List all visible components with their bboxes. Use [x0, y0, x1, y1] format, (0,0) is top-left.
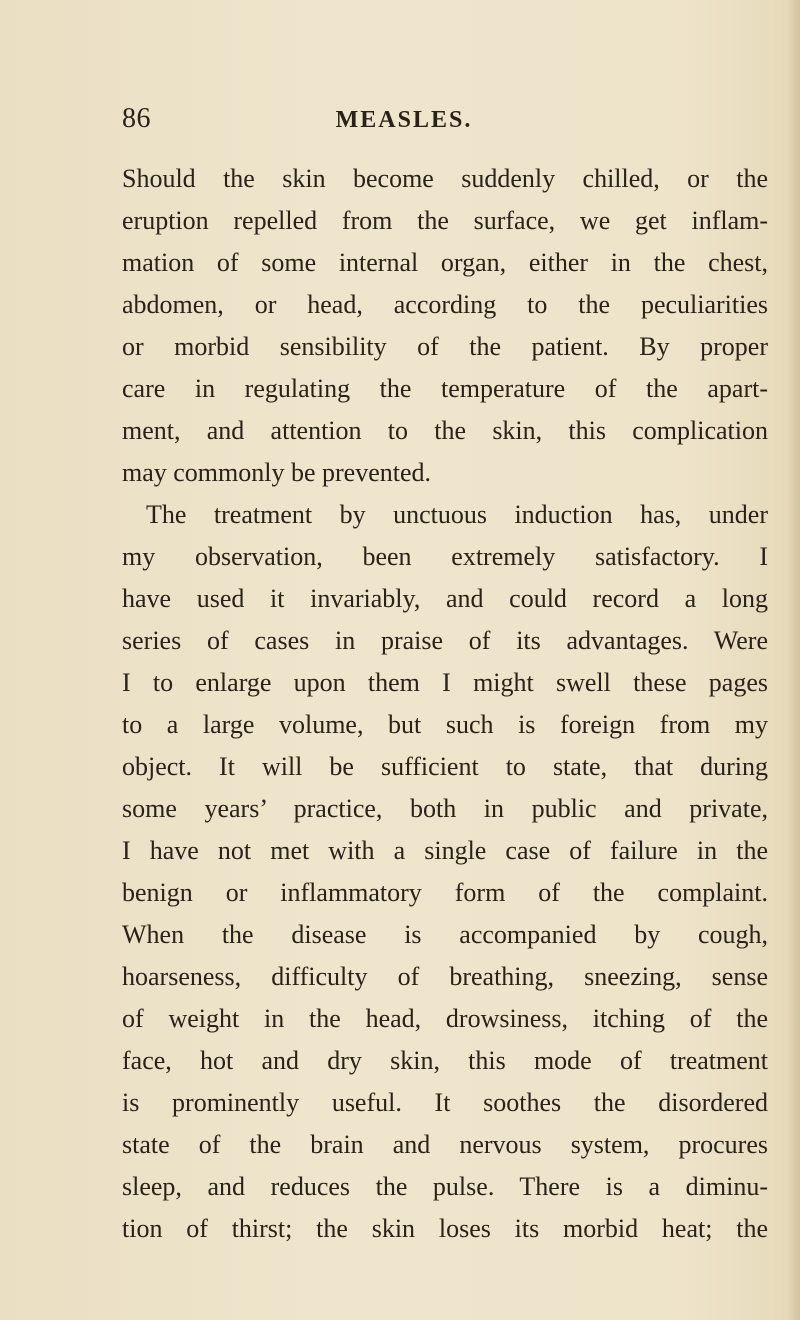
text-line: I to enlarge upon them I might swell these pages — [122, 668, 768, 697]
text-line: I have not met with a single case of failure in the — [122, 836, 768, 865]
text-line: or morbid sensibility of the patient. By proper — [122, 332, 768, 361]
page-edge-shadow — [786, 0, 800, 1320]
text-line: tion of thirst; the skin loses its morbid heat; the — [122, 1214, 768, 1243]
text-line: mation of some internal organ, either in the chest, — [122, 248, 768, 277]
text-line: state of the brain and nervous system, procures — [122, 1130, 768, 1159]
text-line: series of cases in praise of its advantages. Were — [122, 626, 768, 655]
text-line: some years’ practice, both in public and private, — [122, 794, 768, 823]
page-number: 86 — [122, 103, 151, 134]
running-head: MEASLES. — [335, 107, 473, 133]
text-line: is prominently useful. It soothes the disordered — [122, 1088, 768, 1117]
text-line: eruption repelled from the surface, we get inflam- — [122, 206, 768, 235]
text-line: When the disease is accompanied by cough, — [122, 920, 768, 949]
text-line: may commonly be prevented. — [122, 458, 432, 487]
text-line: hoarseness, difficulty of breathing, sneezing, sense — [122, 962, 768, 991]
text-line: of weight in the head, drowsiness, itching of the — [122, 1004, 768, 1033]
text-line: sleep, and reduces the pulse. There is a diminu- — [122, 1172, 768, 1201]
text-line: object. It will be sufficient to state, that during — [122, 752, 768, 781]
text-line: ment, and attention to the skin, this complication — [122, 416, 768, 445]
text-line: to a large volume, but such is foreign from my — [122, 710, 768, 739]
text-line: abdomen, or head, according to the peculiarities — [122, 290, 768, 319]
text-line: care in regulating the temperature of the apart- — [122, 374, 768, 403]
body-text — [122, 158, 768, 1250]
text-line: my observation, been extremely satisfactory. I — [122, 542, 768, 571]
text-line: Should the skin become suddenly chilled, or the — [122, 164, 768, 193]
text-line: benign or inflammatory form of the complaint. — [122, 878, 768, 907]
text-line: The treatment by unctuous induction has, under — [146, 500, 768, 529]
page-header — [0, 103, 800, 143]
text-line: have used it invariably, and could record a long — [122, 584, 768, 613]
text-line: face, hot and dry skin, this mode of treatment — [122, 1046, 768, 1075]
